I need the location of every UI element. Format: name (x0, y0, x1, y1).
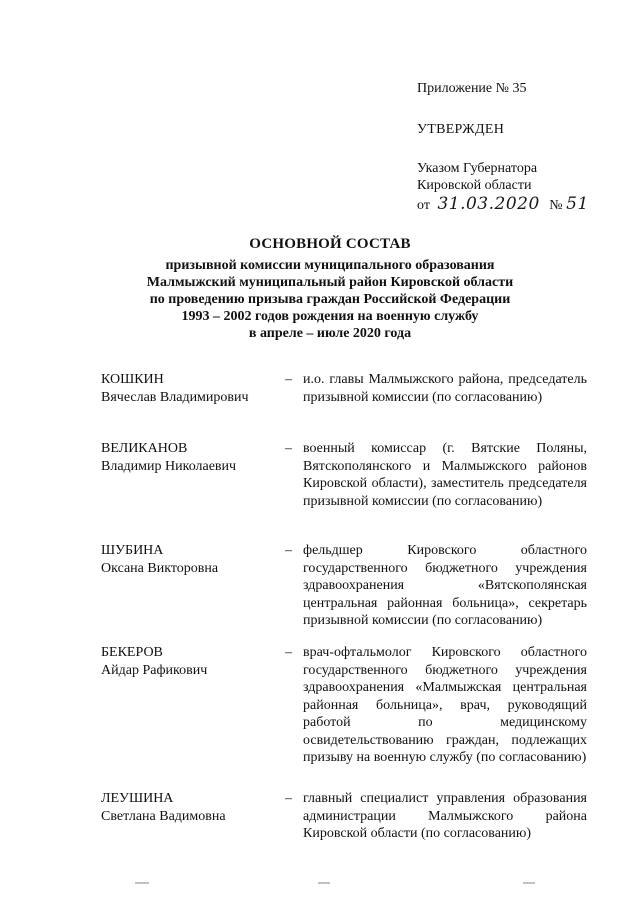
member-role: врач-офтальмолог Кировского областного государственного бюджетного учреждения здравоохранения «Малмыжская центральная районная больница», врач, руководящий работой по медицинскому освидетельствованию граждан, подлежащих призыву на военную службу (по согласованию) (303, 645, 587, 765)
decree-line-2: Кировской области (417, 178, 532, 193)
member-role: и.о. главы Малмыжского района, председатель призывной комиссии (по согласованию) (303, 372, 587, 405)
member-surname: ШУБИНА (101, 543, 164, 558)
member-given-name: Владимир Николаевич (101, 458, 237, 474)
appendix-label: Приложение № 35 (417, 81, 527, 96)
title-line-4: 1993 – 2002 годов рождения на военную службу (181, 309, 479, 324)
scan-mark (318, 882, 330, 884)
date-prefix: от (417, 198, 430, 213)
dash-separator: – (285, 791, 292, 806)
dash-separator: – (285, 543, 292, 558)
member-name (101, 790, 276, 825)
member-given-name: Светлана Вадимовна (101, 808, 226, 824)
dash-separator: – (285, 645, 292, 660)
member-name (101, 440, 276, 475)
decree-line-1: Указом Губернатора (417, 161, 538, 176)
document-title: ОСНОВНОЙ СОСТАВ (249, 236, 411, 252)
member-given-name: Оксана Викторовна (101, 560, 219, 576)
title-line-1: призывной комиссии муниципального образования (165, 258, 495, 273)
member-role: фельдшер Кировского областного государственного бюджетного учреждения здравоохранения «Вятскополянская центральная районная больница», секретарь призывной комиссии (по согласованию) (303, 543, 587, 628)
scan-mark (523, 882, 535, 884)
member-surname: КОШКИН (101, 372, 164, 387)
title-line-2: Малмыжский муниципальный район Кировской области (146, 275, 514, 290)
member-surname: БЕКЕРОВ (101, 645, 163, 660)
handwritten-number: 51 (566, 194, 589, 214)
member-name (101, 644, 276, 679)
member-role: главный специалист управления образования администрации Малмыжского района Кировской области (по согласованию) (303, 791, 587, 841)
title-line-3: по проведению призыва граждан Российской Федерации (149, 292, 511, 307)
dash-separator: – (285, 441, 292, 456)
member-surname: ЛЕУШИНА (101, 791, 174, 806)
member-name (101, 542, 276, 577)
member-surname: ВЕЛИКАНОВ (101, 441, 188, 456)
member-role: военный комиссар (г. Вятские Поляны, Вятскополянского и Малмыжского районов Кировской области), заместитель председателя призывной комиссии (по согласованию) (303, 441, 587, 509)
scan-mark (135, 882, 149, 884)
member-name (101, 371, 276, 406)
member-given-name: Айдар Рафикович (101, 662, 208, 678)
approved-label: УТВЕРЖДЕН (417, 122, 505, 137)
number-sign: № (549, 198, 563, 213)
member-given-name: Вячеслав Владимирович (101, 389, 249, 405)
dash-separator: – (285, 372, 292, 387)
title-line-5: в апреле – июле 2020 года (248, 326, 412, 341)
handwritten-date: 31.03.2020 (437, 194, 540, 214)
